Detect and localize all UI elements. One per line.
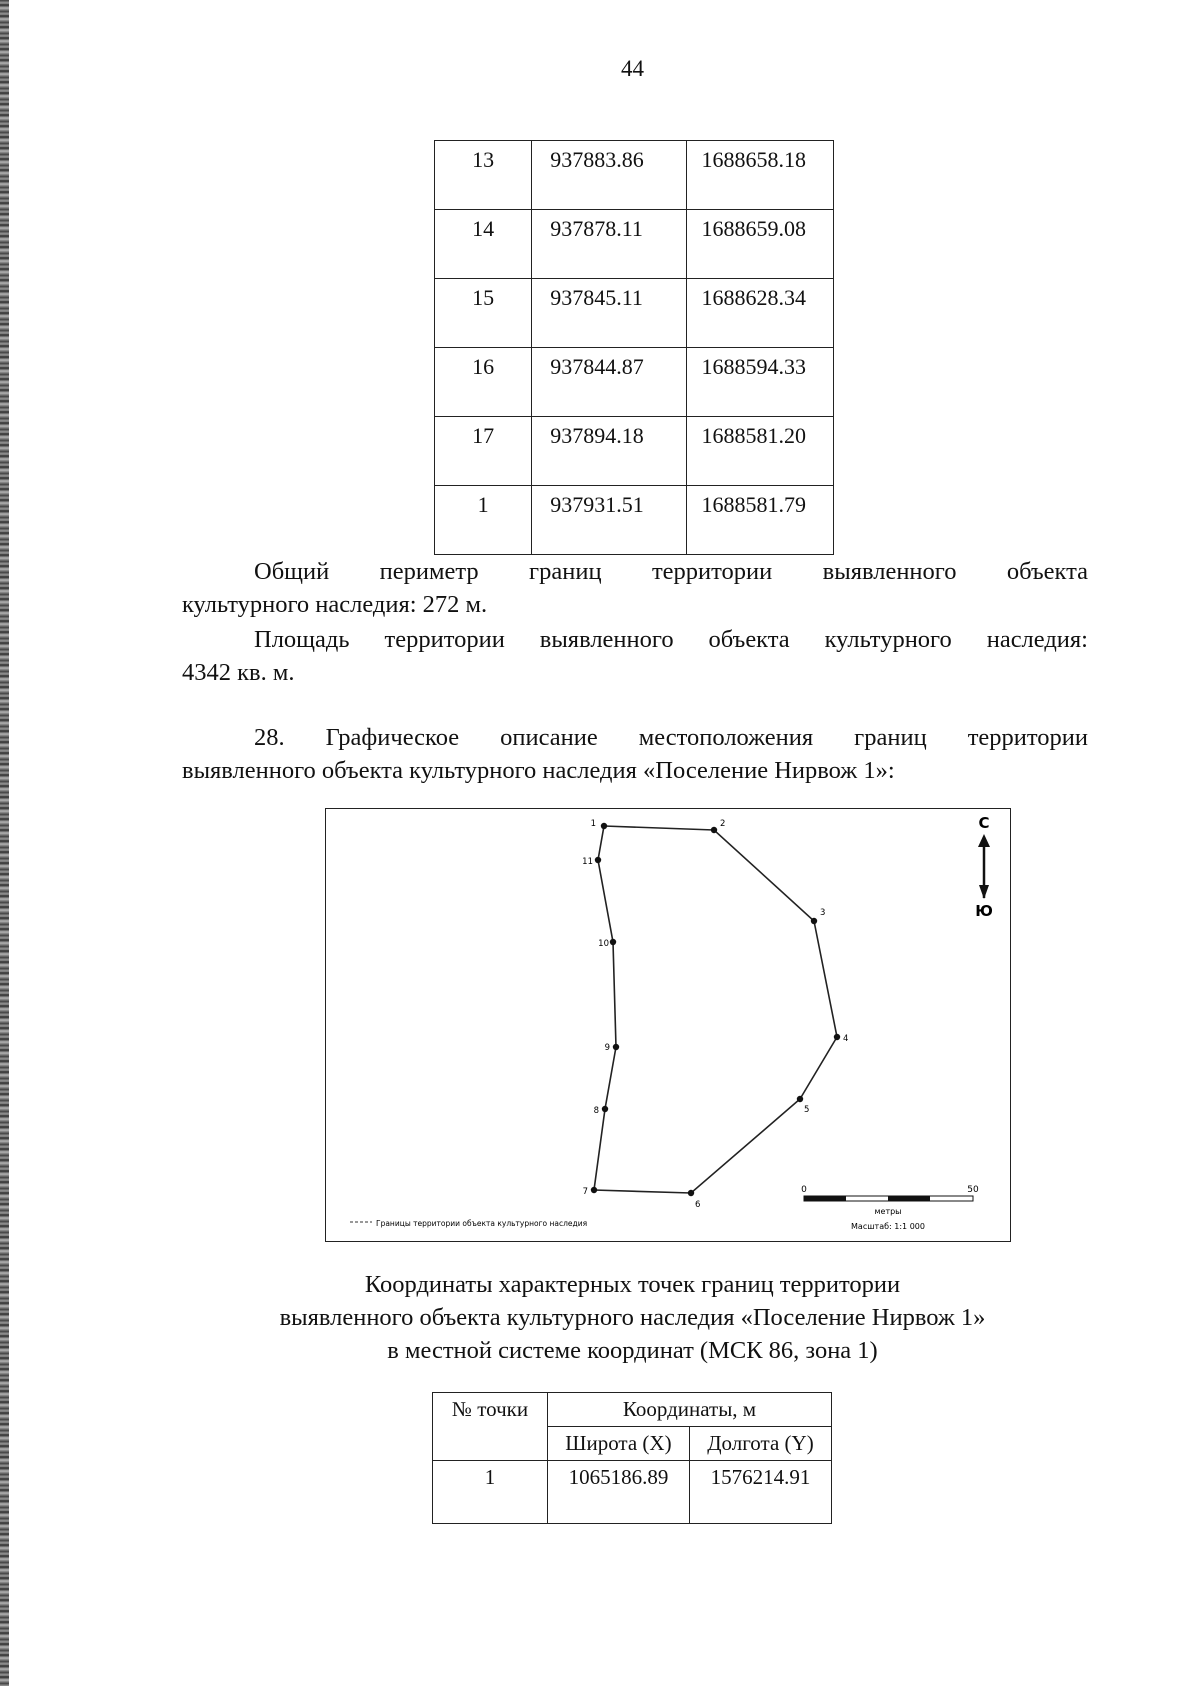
map-legend <box>350 1219 587 1228</box>
vertex-label: 2 <box>720 819 726 829</box>
boundary-vertex <box>601 823 607 829</box>
point-number-cell: 16 <box>435 348 532 417</box>
boundary-map <box>325 808 1011 1242</box>
longitude-cell: 1576214.91 <box>689 1461 831 1524</box>
latitude-header: Широта (X) <box>548 1427 690 1461</box>
longitude-header: Долгота (Y) <box>689 1427 831 1461</box>
table-row <box>435 348 834 417</box>
caption-line-1: Координаты характерных точек границ территории <box>364 1271 901 1298</box>
boundary-vertex <box>602 1106 608 1112</box>
y-coordinate-cell: 1688659.08 <box>687 210 834 279</box>
boundary-polygon <box>594 826 837 1193</box>
boundary-vertex <box>613 1044 619 1050</box>
point-number-cell: 1 <box>433 1461 548 1524</box>
section-line-2: выявленного объекта культурного наследия «Поселение Нирвож 1»: <box>182 757 895 784</box>
x-coordinate-cell: 937883.86 <box>532 141 687 210</box>
section-line-1: 28. Графическое описание местоположения границ территории <box>254 724 1088 751</box>
boundary-vertex <box>610 939 616 945</box>
table-row <box>435 141 834 210</box>
scale-bar-segment <box>804 1196 846 1201</box>
x-coordinate-cell: 937844.87 <box>532 348 687 417</box>
boundary-vertex <box>811 918 817 924</box>
boundary-vertex <box>834 1034 840 1040</box>
scale-start-label: 0 <box>801 1185 807 1195</box>
vertex-label: 4 <box>843 1034 849 1044</box>
y-coordinate-cell: 1688594.33 <box>687 348 834 417</box>
caption-line-2: выявленного объекта культурного наследия «Поселение Нирвож 1» <box>279 1304 986 1331</box>
vertex-label: 6 <box>695 1200 701 1210</box>
area-line-2: 4342 кв. м. <box>182 659 295 686</box>
south-label: Ю <box>975 902 993 920</box>
map-canvas <box>326 809 1010 1241</box>
page-number: 44 <box>621 56 644 81</box>
coordinates-table-continued <box>434 140 834 555</box>
y-coordinate-cell: 1688658.18 <box>687 141 834 210</box>
vertex-label: 7 <box>582 1187 588 1197</box>
boundary-vertices <box>582 819 848 1210</box>
caption-line-3: в местной системе координат (МСК 86, зона 1) <box>387 1337 878 1364</box>
x-coordinate-cell: 937931.51 <box>532 486 687 555</box>
north-label: С <box>978 814 990 832</box>
boundary-vertex <box>797 1096 803 1102</box>
point-number-cell: 14 <box>435 210 532 279</box>
table-row <box>435 417 834 486</box>
y-coordinate-cell: 1688581.20 <box>687 417 834 486</box>
scan-edge <box>0 0 9 1686</box>
x-coordinate-cell: 937878.11 <box>532 210 687 279</box>
boundary-vertex <box>591 1187 597 1193</box>
legend-label: Границы территории объекта культурного наследия <box>376 1219 588 1228</box>
arrow-tail-icon <box>979 885 989 899</box>
north-arrow <box>975 814 993 920</box>
coordinates-caption <box>0 1268 1200 1367</box>
y-coordinate-cell: 1688581.79 <box>687 486 834 555</box>
perimeter-line-2: культурного наследия: 272 м. <box>182 591 488 618</box>
point-number-cell: 15 <box>435 279 532 348</box>
vertex-label: 8 <box>593 1106 599 1116</box>
table-row <box>435 486 834 555</box>
point-number-header: № точки <box>433 1393 548 1461</box>
vertex-label: 3 <box>820 908 826 918</box>
area-line-1: Площадь территории выявленного объекта культурного наследия: <box>254 626 1088 653</box>
table-header-row <box>433 1393 832 1427</box>
point-number-cell: 1 <box>435 486 532 555</box>
local-coordinates-table <box>432 1392 832 1524</box>
vertex-label: 9 <box>604 1043 610 1053</box>
arrow-head-icon <box>978 834 990 847</box>
vertex-label: 10 <box>598 939 609 949</box>
point-number-cell: 17 <box>435 417 532 486</box>
scale-units-label: метры <box>874 1207 902 1216</box>
latitude-cell: 1065186.89 <box>548 1461 690 1524</box>
area-paragraph <box>182 623 1088 689</box>
perimeter-line-1: Общий периметр границ территории выявленного объекта <box>254 558 1088 585</box>
table-row <box>435 279 834 348</box>
x-coordinate-cell: 937894.18 <box>532 417 687 486</box>
x-coordinate-cell: 937845.11 <box>532 279 687 348</box>
scale-end-label: 50 <box>967 1185 979 1195</box>
boundary-vertex <box>711 827 717 833</box>
perimeter-paragraph <box>182 555 1088 621</box>
y-coordinate-cell: 1688628.34 <box>687 279 834 348</box>
point-number-cell: 13 <box>435 141 532 210</box>
table-row <box>435 210 834 279</box>
scale-ratio-label: Масштаб: 1:1 000 <box>851 1222 925 1231</box>
table-row <box>433 1461 832 1524</box>
boundary-vertex <box>688 1190 694 1196</box>
scale-bar-segment <box>888 1196 930 1201</box>
coordinates-header: Координаты, м <box>548 1393 832 1427</box>
vertex-label: 1 <box>590 819 596 829</box>
section-28-paragraph <box>182 721 1088 787</box>
vertex-label: 5 <box>804 1105 810 1115</box>
vertex-label: 11 <box>582 857 593 867</box>
boundary-vertex <box>595 857 601 863</box>
scale-bar <box>801 1185 979 1231</box>
